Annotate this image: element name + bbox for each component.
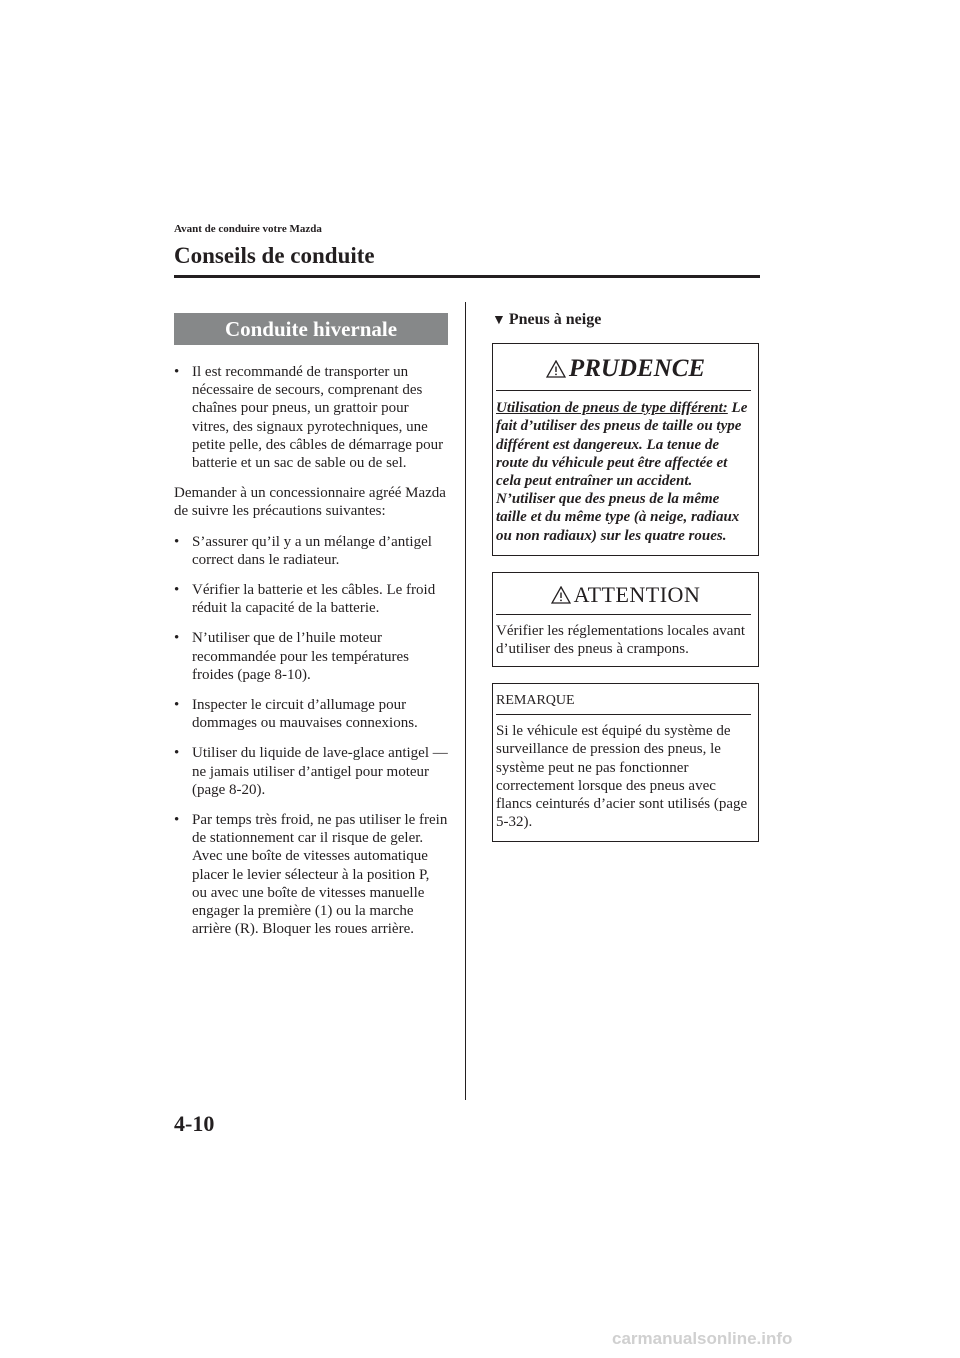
- left-column: [174, 313, 448, 950]
- precautions-list: [174, 533, 448, 939]
- remarque-title: REMARQUE: [496, 693, 575, 709]
- list-item: • Par temps très froid, ne pas utiliser le frein de stationnement car il risque de geler. Avec une boîte de vitesses automatique placer le levier sélecteur à la position P, ou avec une boîte de vitesses manuelle engager la première (1) ou la marche arrière (R). Bloquer les roues arrière.: [174, 811, 448, 938]
- watermark: carmanualsonline.info: [612, 1329, 793, 1348]
- list-item: • S’assurer qu’il y a un mélange d’antigel correct dans le radiateur.: [174, 533, 448, 569]
- section-label: Avant de conduire votre Mazda: [174, 223, 322, 235]
- prudence-header: [493, 348, 758, 390]
- down-triangle-icon: ▼: [492, 313, 506, 328]
- prudence-box: [492, 343, 759, 556]
- section-banner: Conduite hivernale: [174, 313, 448, 345]
- right-column: [492, 311, 759, 858]
- intro-paragraph: Demander à un concessionnaire agréé Mazda de suivre les précautions suivantes:: [174, 485, 446, 520]
- subheading-text: Pneus à neige: [508, 311, 602, 328]
- remarque-box: [492, 683, 759, 842]
- remarque-body: Si le véhicule est équipé du système de surveillance de pression des pneus, le système peut ne pas fonctionner correctement lorsque des pneus avec flancs ceinturés d’acier sont utilisés (page 5-32).: [496, 714, 751, 831]
- attention-title: ATTENTION: [573, 581, 701, 607]
- prudence-text: Le fait d’utiliser des pneus de taille ou type différent est dangereux. La tenue de route du véhicule peut être affectée et cela peut entraîner un accident. N’utiliser que des pneus de la même taille et du même type (à neige, radiaux ou non radiaux) sur les quatre roues.: [496, 400, 748, 544]
- list-item: • Il est recommandé de transporter un nécessaire de secours, comprenant des chaînes pour pneus, un grattoir pour vitres, des signaux pyrotechniques, une petite pelle, des câbles de démarrage pour batterie et un sac de sable ou de sel.: [174, 363, 448, 472]
- prudence-title: PRUDENCE: [568, 355, 706, 383]
- equipment-list: [174, 363, 448, 472]
- attention-header: [493, 576, 758, 614]
- prudence-body: [496, 390, 751, 545]
- warning-triangle-icon: [546, 360, 566, 378]
- list-item: • Vérifier la batterie et les câbles. Le froid réduit la capacité de la batterie.: [174, 581, 448, 617]
- list-item: • Inspecter le circuit d’allumage pour dommages ou mauvaises connexions.: [174, 696, 448, 732]
- list-item: • Utiliser du liquide de lave-glace antigel — ne jamais utiliser d’antigel pour moteur (page 8-20).: [174, 744, 448, 799]
- page-number: 4-10: [174, 1111, 215, 1136]
- attention-box: [492, 572, 759, 667]
- title-rule: [174, 275, 760, 278]
- warning-triangle-icon: [551, 586, 571, 604]
- column-divider: [465, 302, 466, 1100]
- attention-body: Vérifier les réglementations locales avant d’utiliser des pneus à crampons.: [496, 614, 751, 658]
- page-title: Conseils de conduite: [174, 243, 375, 268]
- list-item: • N’utiliser que de l’huile moteur recommandée pour les températures froides (page 8-10).: [174, 629, 448, 684]
- prudence-lead: Utilisation de pneus de type différent:: [496, 400, 728, 417]
- subheading-snow-tires: [492, 311, 759, 330]
